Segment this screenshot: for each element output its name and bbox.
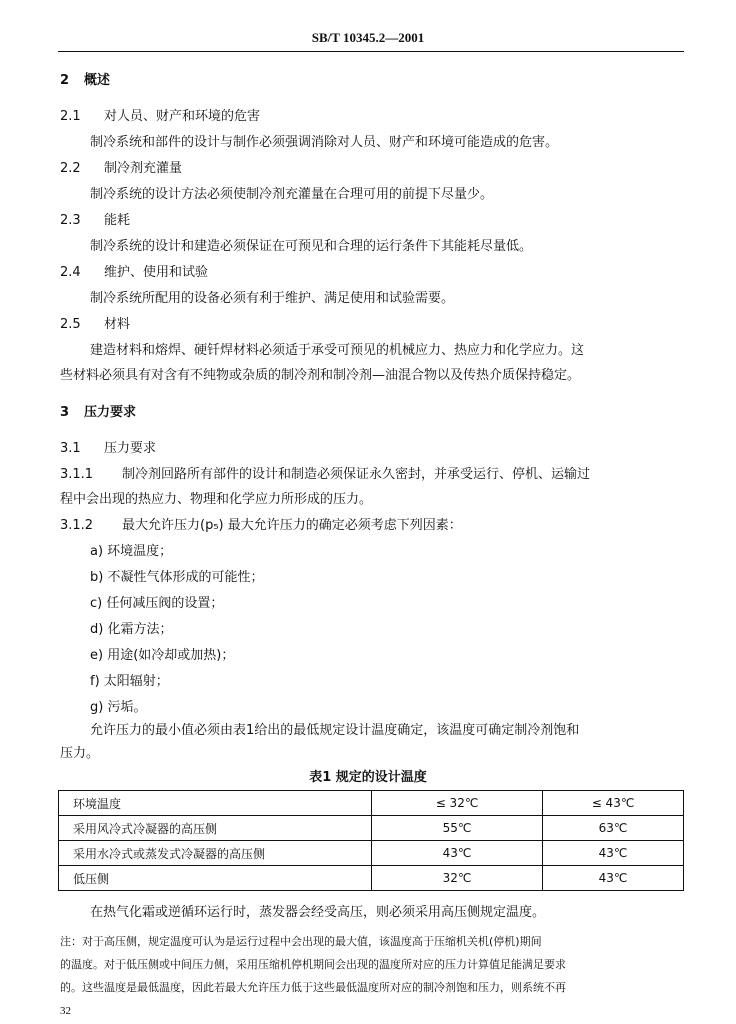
header-rule — [58, 51, 684, 52]
subsection-title: 材料 — [104, 317, 131, 332]
section-title: 概述 — [84, 73, 111, 88]
paragraph-continuation: 些材料必须具有对含有不纯物或杂质的制冷剂和制冷剂—油混合物以及传热介质保持稳定。 — [60, 368, 581, 383]
section-3-heading — [60, 404, 136, 422]
factor-item: f) 太阳辐射； — [90, 674, 169, 689]
note-line: 的温度。对于低压侧或中间压力侧，采用压缩机停机期间会出现的温度所对应的压力计算值足能满足要求 — [60, 958, 566, 971]
section-number: 3 — [60, 405, 70, 420]
note-line: 注：对于高压侧，规定温度可认为是运行过程中会出现的最大值，该温度高于压缩机关机(停机)期间 — [60, 935, 542, 948]
subsection-number: 3.1 — [60, 441, 81, 456]
table-cell-value: 55℃ — [372, 816, 543, 841]
subsection-title: 维护、使用和试验 — [104, 265, 209, 280]
factor-item: a) 环境温度； — [90, 544, 173, 559]
paragraph-continuation: 压力。 — [60, 746, 100, 761]
subsection-2-1-heading — [60, 108, 260, 126]
factor-item: g) 污垢。 — [90, 700, 147, 715]
paragraph: 允许压力的最小值必须由表1给出的最低规定设计温度确定，该温度可确定制冷剂饱和 — [90, 723, 580, 738]
table-cell-value: 43℃ — [372, 841, 543, 866]
table-cell-label: 采用风冷式冷凝器的高压侧 — [59, 816, 372, 841]
standard-code-header: SB/T 10345.2—2001 — [311, 30, 425, 45]
subsection-number: 2.4 — [60, 265, 81, 280]
subsection-2-5-heading — [60, 316, 130, 334]
table-cell-value: ≤ 43℃ — [543, 791, 684, 816]
section-title: 压力要求 — [84, 405, 137, 420]
paragraph: 制冷系统和部件的设计与制作必须强调消除对人员、财产和环境可能造成的危害。 — [90, 135, 559, 150]
table-cell-value: ≤ 32℃ — [372, 791, 543, 816]
paragraph-after-table: 在热气化霜或逆循环运行时，蒸发器会经受高压，则必须采用高压侧规定温度。 — [90, 905, 546, 920]
table-cell-label: 低压侧 — [59, 866, 372, 891]
subsection-number: 2.5 — [60, 317, 81, 332]
table-row — [59, 791, 684, 816]
factor-item: e) 用途(如冷却或加热)； — [90, 648, 235, 663]
subsection-2-4-heading — [60, 264, 208, 282]
table-row — [59, 841, 684, 866]
paragraph: 制冷系统的设计方法必须使制冷剂充灌量在合理可用的前提下尽量少。 — [90, 187, 494, 202]
note-line: 的。这些温度是最低温度，因此若最大允许压力低于这些最低温度所对应的制冷剂饱和压力，则系统不再 — [60, 981, 566, 994]
table-cell-value: 63℃ — [543, 816, 684, 841]
table-cell-label: 环境温度 — [59, 791, 372, 816]
design-temperature-table — [58, 790, 684, 891]
table-cell-label: 采用水冷式或蒸发式冷凝器的高压侧 — [59, 841, 372, 866]
subsection-number: 2.3 — [60, 213, 81, 228]
table-cell-value: 43℃ — [543, 866, 684, 891]
table-cell-value: 43℃ — [543, 841, 684, 866]
table-row — [59, 816, 684, 841]
section-2-heading — [60, 72, 110, 90]
subsection-number: 2.1 — [60, 109, 81, 124]
clause-continuation: 程中会出现的热应力、物理和化学应力所形成的压力。 — [60, 492, 373, 507]
paragraph: 制冷系统所配用的设备必须有利于维护、满足使用和试验需要。 — [90, 291, 455, 306]
table-cell-value: 32℃ — [372, 866, 543, 891]
clause-3-1-2 — [60, 517, 462, 535]
subsection-title: 对人员、财产和环境的危害 — [104, 109, 261, 124]
subsection-2-3-heading — [60, 212, 130, 230]
subsection-2-2-heading — [60, 160, 182, 178]
clause-text: 制冷剂回路所有部件的设计和制造必须保证永久密封，并承受运行、停机、运输过 — [122, 467, 591, 482]
clause-text: 最大允许压力(p₅) 最大允许压力的确定必须考虑下列因素： — [122, 518, 462, 533]
clause-number: 3.1.1 — [60, 467, 94, 482]
factor-item: b) 不凝性气体形成的可能性； — [90, 570, 264, 585]
table-row — [59, 866, 684, 891]
subsection-title: 制冷剂充灌量 — [104, 161, 183, 176]
subsection-number: 2.2 — [60, 161, 81, 176]
factor-item: c) 任何减压阀的设置； — [90, 596, 224, 611]
paragraph: 制冷系统的设计和建造必须保证在可预见和合理的运行条件下其能耗尽量低。 — [90, 239, 533, 254]
subsection-3-1-heading — [60, 440, 156, 458]
subsection-title: 压力要求 — [104, 441, 157, 456]
subsection-title: 能耗 — [104, 213, 131, 228]
paragraph: 建造材料和熔焊、硬钎焊材料必须适于承受可预见的机械应力、热应力和化学应力。这 — [90, 343, 585, 358]
section-number: 2 — [60, 73, 70, 88]
page-number: 32 — [60, 1005, 71, 1017]
clause-number: 3.1.2 — [60, 518, 94, 533]
clause-3-1-1 — [60, 466, 590, 484]
factor-item: d) 化霜方法； — [90, 622, 173, 637]
table-title: 表1 规定的设计温度 — [309, 770, 427, 785]
